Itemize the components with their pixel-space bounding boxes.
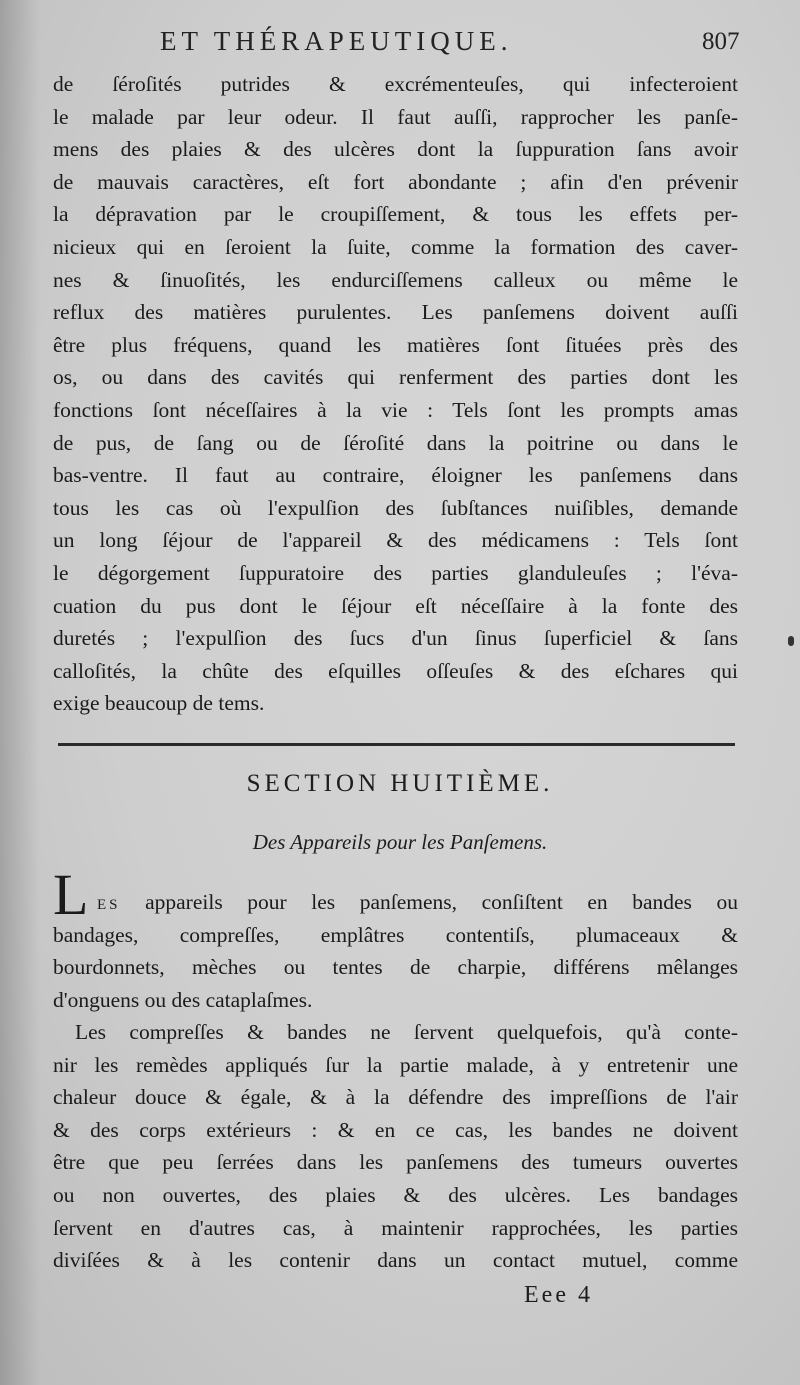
text-line: être plus fréquens, quand les matières ſont ſituées près des [53,332,738,357]
small-caps-word: ES [97,897,121,913]
text-line: os, ou dans des cavités qui renferment des parties dont les [53,365,738,390]
text-line: ou non ouvertes, des plaies & des ulcères. Les bandages [53,1182,738,1207]
text-line: de ſéroſités putrides & excrémenteuſes, qui infecteroient [53,72,738,96]
text-line: ſervent en d'autres cas, à maintenir rapprochées, les parties [53,1215,738,1240]
running-head [0,26,800,66]
text-line: un long ſéjour de l'appareil & des médicamens : Tels ſont [53,528,738,553]
text-line: la dépravation par le croupiſſement, & tous les effets per- [53,202,738,227]
text-line: chaleur douce & égale, & à la défendre des impreſſions de l'air [53,1085,738,1110]
margin-ink-mark [788,636,794,646]
section-subtitle: Des Appareils pour les Panſemens. [252,830,548,854]
page-number: 807 [702,28,740,55]
section-title: SECTION HUITIÈME. [246,770,554,797]
text-line: fonctions ſont néceſſaires à la vie : Tels ſont les prompts amas [53,397,738,422]
paragraph-3 [53,1016,738,1277]
gutter-shadow [0,0,40,1385]
text-line: le dégorgement ſuppuratoire des parties glanduleuſes ; l'éva- [53,560,738,585]
text-line: nir les remèdes appliqués ſur la partie malade, à y entretenir une [53,1052,738,1077]
text-line: exige beaucoup de tems. [53,691,265,716]
running-head-title: ET THÉRAPEUTIQUE. [160,26,513,56]
section-divider-rule [58,743,735,746]
text-line: bourdonnets, mèches ou tentes de charpie, différens mêlanges [53,955,738,980]
text-line: nicieux qui en ſeroient la ſuite, comme la formation des caver- [53,234,738,259]
text-line: bas-ventre. Il faut au contraire, éloigner les panſemens dans [53,463,738,488]
text-line: & des corps extérieurs : & en ce cas, les bandes ne doivent [53,1117,738,1142]
text-line: calloſités, la chûte des eſquilles oſſeuſes & des eſchares qui [53,658,738,683]
text-line: de mauvais caractères, eſt fort abondante ; afin d'en prévenir [53,169,738,194]
text-line: mens des plaies & des ulcères dont la ſuppuration ſans avoir [53,137,738,162]
text-line: nes & ſinuoſités, les endurciſſemens calleux ou même le [53,267,738,292]
text-line [53,886,738,919]
text-line: le malade par leur odeur. Il faut auſſi, rapprocher les panſe- [53,104,738,129]
text-line: de pus, de ſang ou de ſéroſité dans la poitrine ou dans le [53,430,738,455]
catchword-signature: Eee 4 [524,1282,593,1308]
text-line: d'onguens ou des cataplaſmes. [53,987,313,1012]
drop-cap: L [53,862,89,927]
text-line: tous les cas où l'expulſion des ſubſtances nuiſibles, demande [53,495,738,520]
text-line: diviſées & à les contenir dans un contact mutuel, comme [53,1248,738,1273]
text-line: être que peu ſerrées dans les panſemens des tumeurs ouvertes [53,1150,738,1175]
text-line: duretés ; l'expulſion des ſucs d'un ſinus ſuperficiel & ſans [53,626,738,651]
text-line: reflux des matières purulentes. Les panſemens doivent auſſi [53,300,738,325]
text-line: Les compreſſes & bandes ne ſervent quelquefois, qu'à conte- [75,1020,738,1044]
text-line: cuation du pus dont le ſéjour eſt néceſſaire à la fonte des [53,593,738,618]
paragraph-1 [53,68,738,720]
text-line: bandages, compreſſes, emplâtres contentiſs, plumaceaux & [53,922,738,947]
text-line-content: appareils pour les panſemens, conſiſtent en bandes ou [145,890,738,914]
paragraph-2 [53,886,738,1016]
